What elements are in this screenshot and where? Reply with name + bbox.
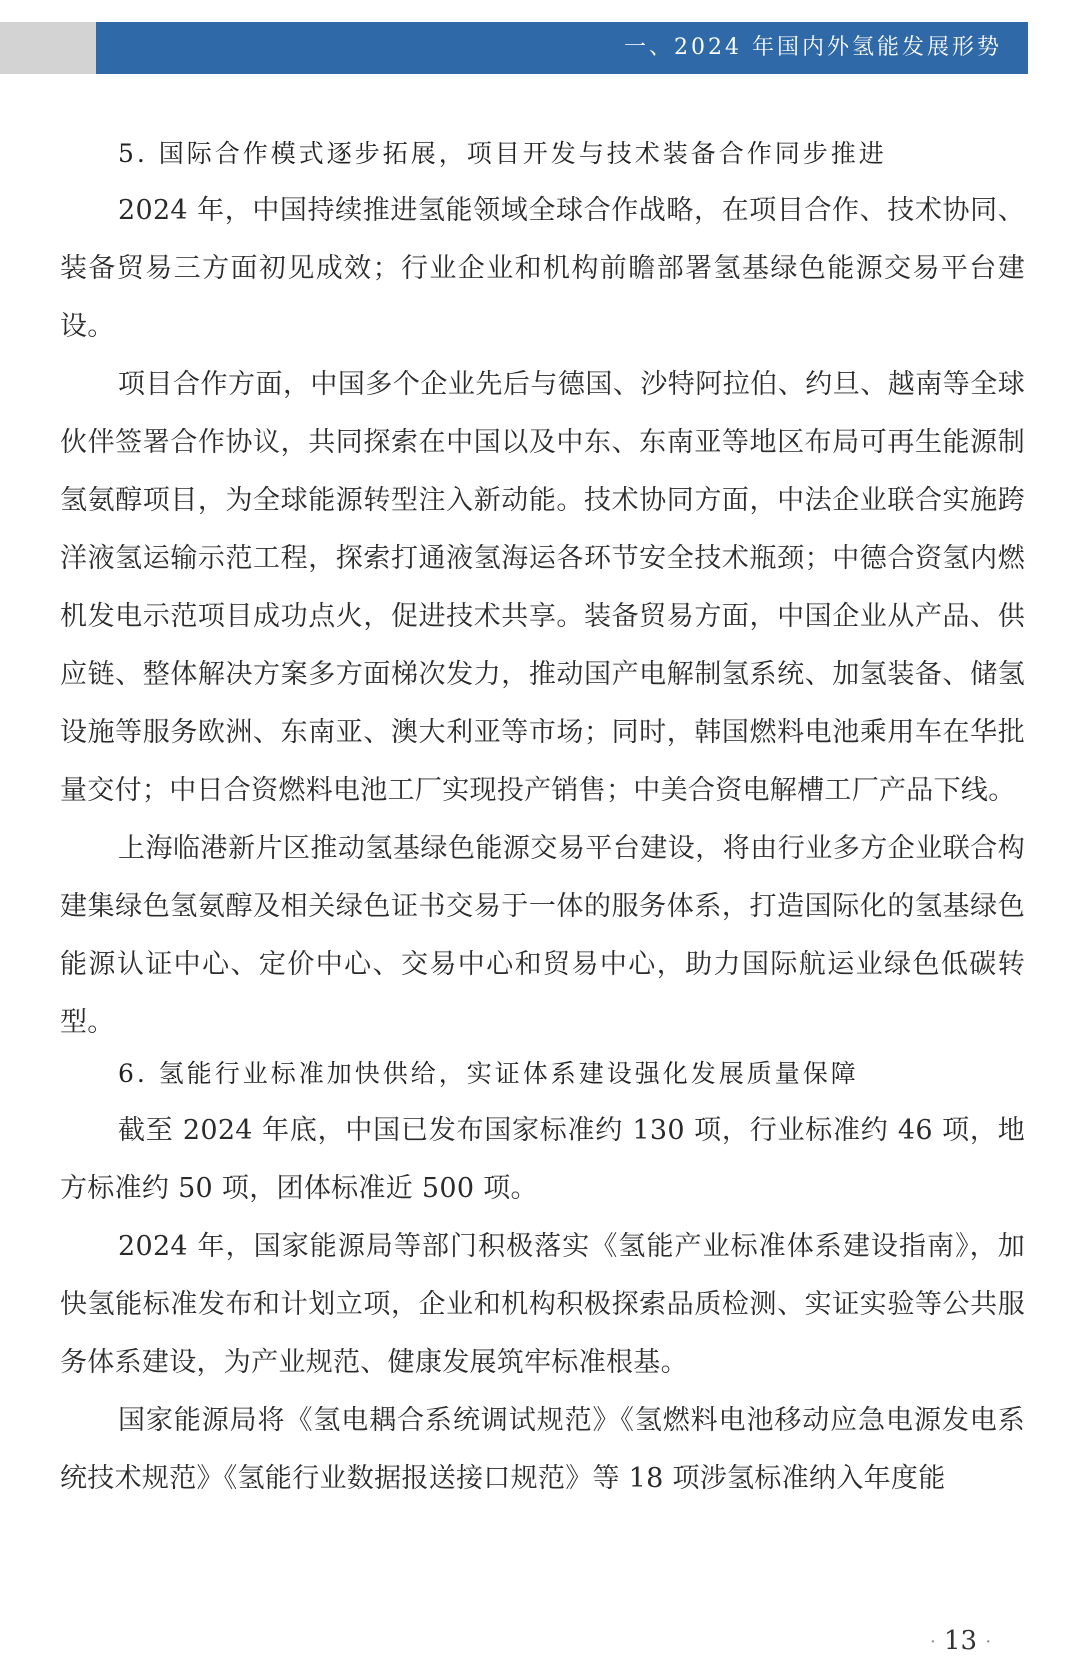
header-gray-block (0, 22, 96, 74)
paragraph: 上海临港新片区推动氢基绿色能源交易平台建设，将由行业多方企业联合构建集绿色氢氨醇及相关绿色证书交易于一体的服务体系，打造国际化的氢基绿色能源认证中心、定价中心、交易中心和贸易中心，助力国际航运业绿色低碳转型。 (60, 833, 1025, 1038)
page-number-text: 13 (944, 1626, 978, 1656)
chapter-title: 一、2024 年国内外氢能发展形势 (624, 35, 1002, 60)
paragraph: 2024 年，中国持续推进氢能领域全球合作战略，在项目合作、技术协同、装备贸易三方面初见成效；行业企业和机构前瞻部署氢基绿色能源交易平台建设。 (60, 195, 1025, 342)
page-number (930, 1626, 991, 1656)
paragraph: 2024 年，国家能源局等部门积极落实《氢能产业标准体系建设指南》，加快氢能标准发布和计划立项，企业和机构积极探索品质检测、实证实验等公共服务体系建设，为产业规范、健康发展筑牢标准根基。 (60, 1231, 1025, 1378)
running-header (96, 22, 1028, 74)
dot-separator-icon: · (985, 1631, 992, 1653)
paragraph: 截至 2024 年底，中国已发布国家标准约 130 项，行业标准约 46 项，地方标准约 50 项，团体标准近 500 项。 (60, 1115, 1025, 1204)
dot-separator-icon: · (930, 1631, 936, 1653)
paragraph: 国家能源局将《氢电耦合系统调试规范》《氢燃料电池移动应急电源发电系统技术规范》《氢能行业数据报送接口规范》等 18 项涉氢标准纳入年度能 (60, 1405, 1025, 1494)
section-heading-5: 5. 国际合作模式逐步拓展，项目开发与技术装备合作同步推进 (118, 139, 887, 168)
page-body (60, 132, 1025, 1508)
paragraph: 项目合作方面，中国多个企业先后与德国、沙特阿拉伯、约旦、越南等全球伙伴签署合作协议，共同探索在中国以及中东、东南亚等地区布局可再生能源制氢氨醇项目，为全球能源转型注入新动能。技术协同方面，中法企业联合实施跨洋液氢运输示范工程，探索打通液氢海运各环节安全技术瓶颈；中德合资氢内燃机发电示范项目成功点火，促进技术共享。装备贸易方面，中国企业从产品、供应链、整体解决方案多方面梯次发力，推动国产电解制氢系统、加氢装备、储氢设施等服务欧洲、东南亚、澳大利亚等市场；同时，韩国燃料电池乘用车在华批量交付；中日合资燃料电池工厂实现投产销售；中美合资电解槽工厂产品下线。 (60, 369, 1025, 806)
section-heading-6: 6. 氢能行业标准加快供给，实证体系建设强化发展质量保障 (118, 1059, 859, 1088)
